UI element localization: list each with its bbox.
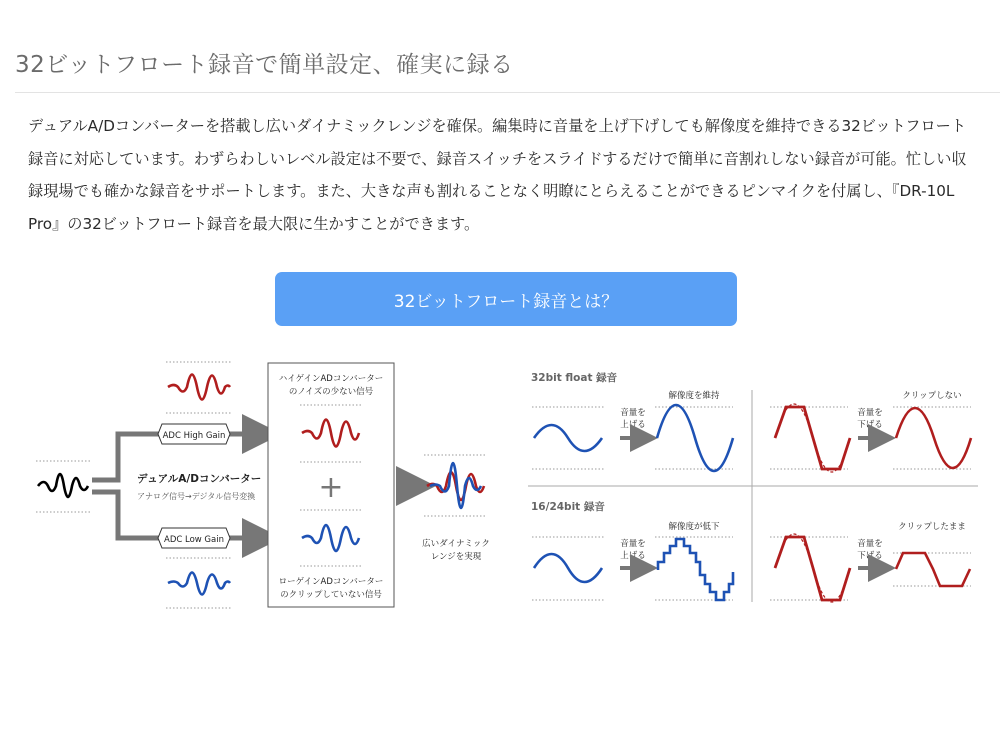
float-section-title: 32bit float 録音 xyxy=(531,372,618,384)
high-gain-caption-1: ハイゲインADコンバーター xyxy=(278,374,384,384)
result-caption-1: 広いダイナミック xyxy=(422,539,490,549)
raise-label-1: 音量を xyxy=(620,408,646,418)
page-title: 32ビットフロート録音で簡単設定、確実に録る xyxy=(15,52,514,78)
float-raise-result: 解像度を維持 xyxy=(668,391,720,401)
result-caption-2: レンジを実現 xyxy=(430,552,482,562)
what-is-32bit-float-button[interactable]: 32ビットフロート録音とは？ xyxy=(275,272,737,326)
low-gain-caption-2: のクリップしていない信号 xyxy=(280,590,382,600)
high-gain-waveform xyxy=(168,375,230,400)
lower-label-2b: 下げる xyxy=(857,551,883,561)
fixed-raise-result: 解像度が低下 xyxy=(668,522,720,532)
dual-adc-title: デュアルA/Dコンバーター xyxy=(137,473,262,485)
lower-label-1: 音量を xyxy=(857,408,883,418)
low-gain-waveform xyxy=(168,573,230,595)
dual-adc-subtitle: アナログ信号→デジタル信号変換 xyxy=(137,492,256,501)
input-waveform xyxy=(38,474,88,497)
high-gain-caption-2: のノイズの少ない信号 xyxy=(288,387,374,397)
plus-sign: + xyxy=(318,470,344,505)
fixed-lower-result: クリップしたまま xyxy=(898,522,966,532)
raise-label-2: 上げる xyxy=(620,420,646,430)
raise-label-2b: 上げる xyxy=(620,551,646,561)
low-gain-caption-1: ローゲインADコンバーター xyxy=(278,577,384,587)
fixed-section-title: 16/24bit 録音 xyxy=(531,501,605,513)
lower-label-1b: 音量を xyxy=(857,539,883,549)
bit-depth-comparison-diagram xyxy=(510,360,990,620)
raise-label-1b: 音量を xyxy=(620,539,646,549)
float-lower-result: クリップしない xyxy=(902,391,962,401)
title-divider xyxy=(15,92,1000,93)
adc-high-gain-label: ADC High Gain xyxy=(162,431,226,441)
adc-low-gain-label: ADC Low Gain xyxy=(164,535,224,545)
dual-adc-diagram xyxy=(0,350,505,620)
description-paragraph: デュアルA/Dコンバーターを搭載し広いダイナミックレンジを確保。編集時に音量を上げ下げしても解像度を維持できる32ビットフロート録音に対応しています。わずらわしいレベル設定は不要で、録音スイッチをスライドするだけで簡単に音割れしない録音が可能。忙しい収録現場でも確かな録音をサポートします。また、大きな声も割れることなく明瞭にとらえることができるピンマイクを付属し、『DR-10L Pro』の32ビットフロート録音を最大限に生かすことができます。 xyxy=(28,117,967,233)
lower-label-2: 下げる xyxy=(857,420,883,430)
